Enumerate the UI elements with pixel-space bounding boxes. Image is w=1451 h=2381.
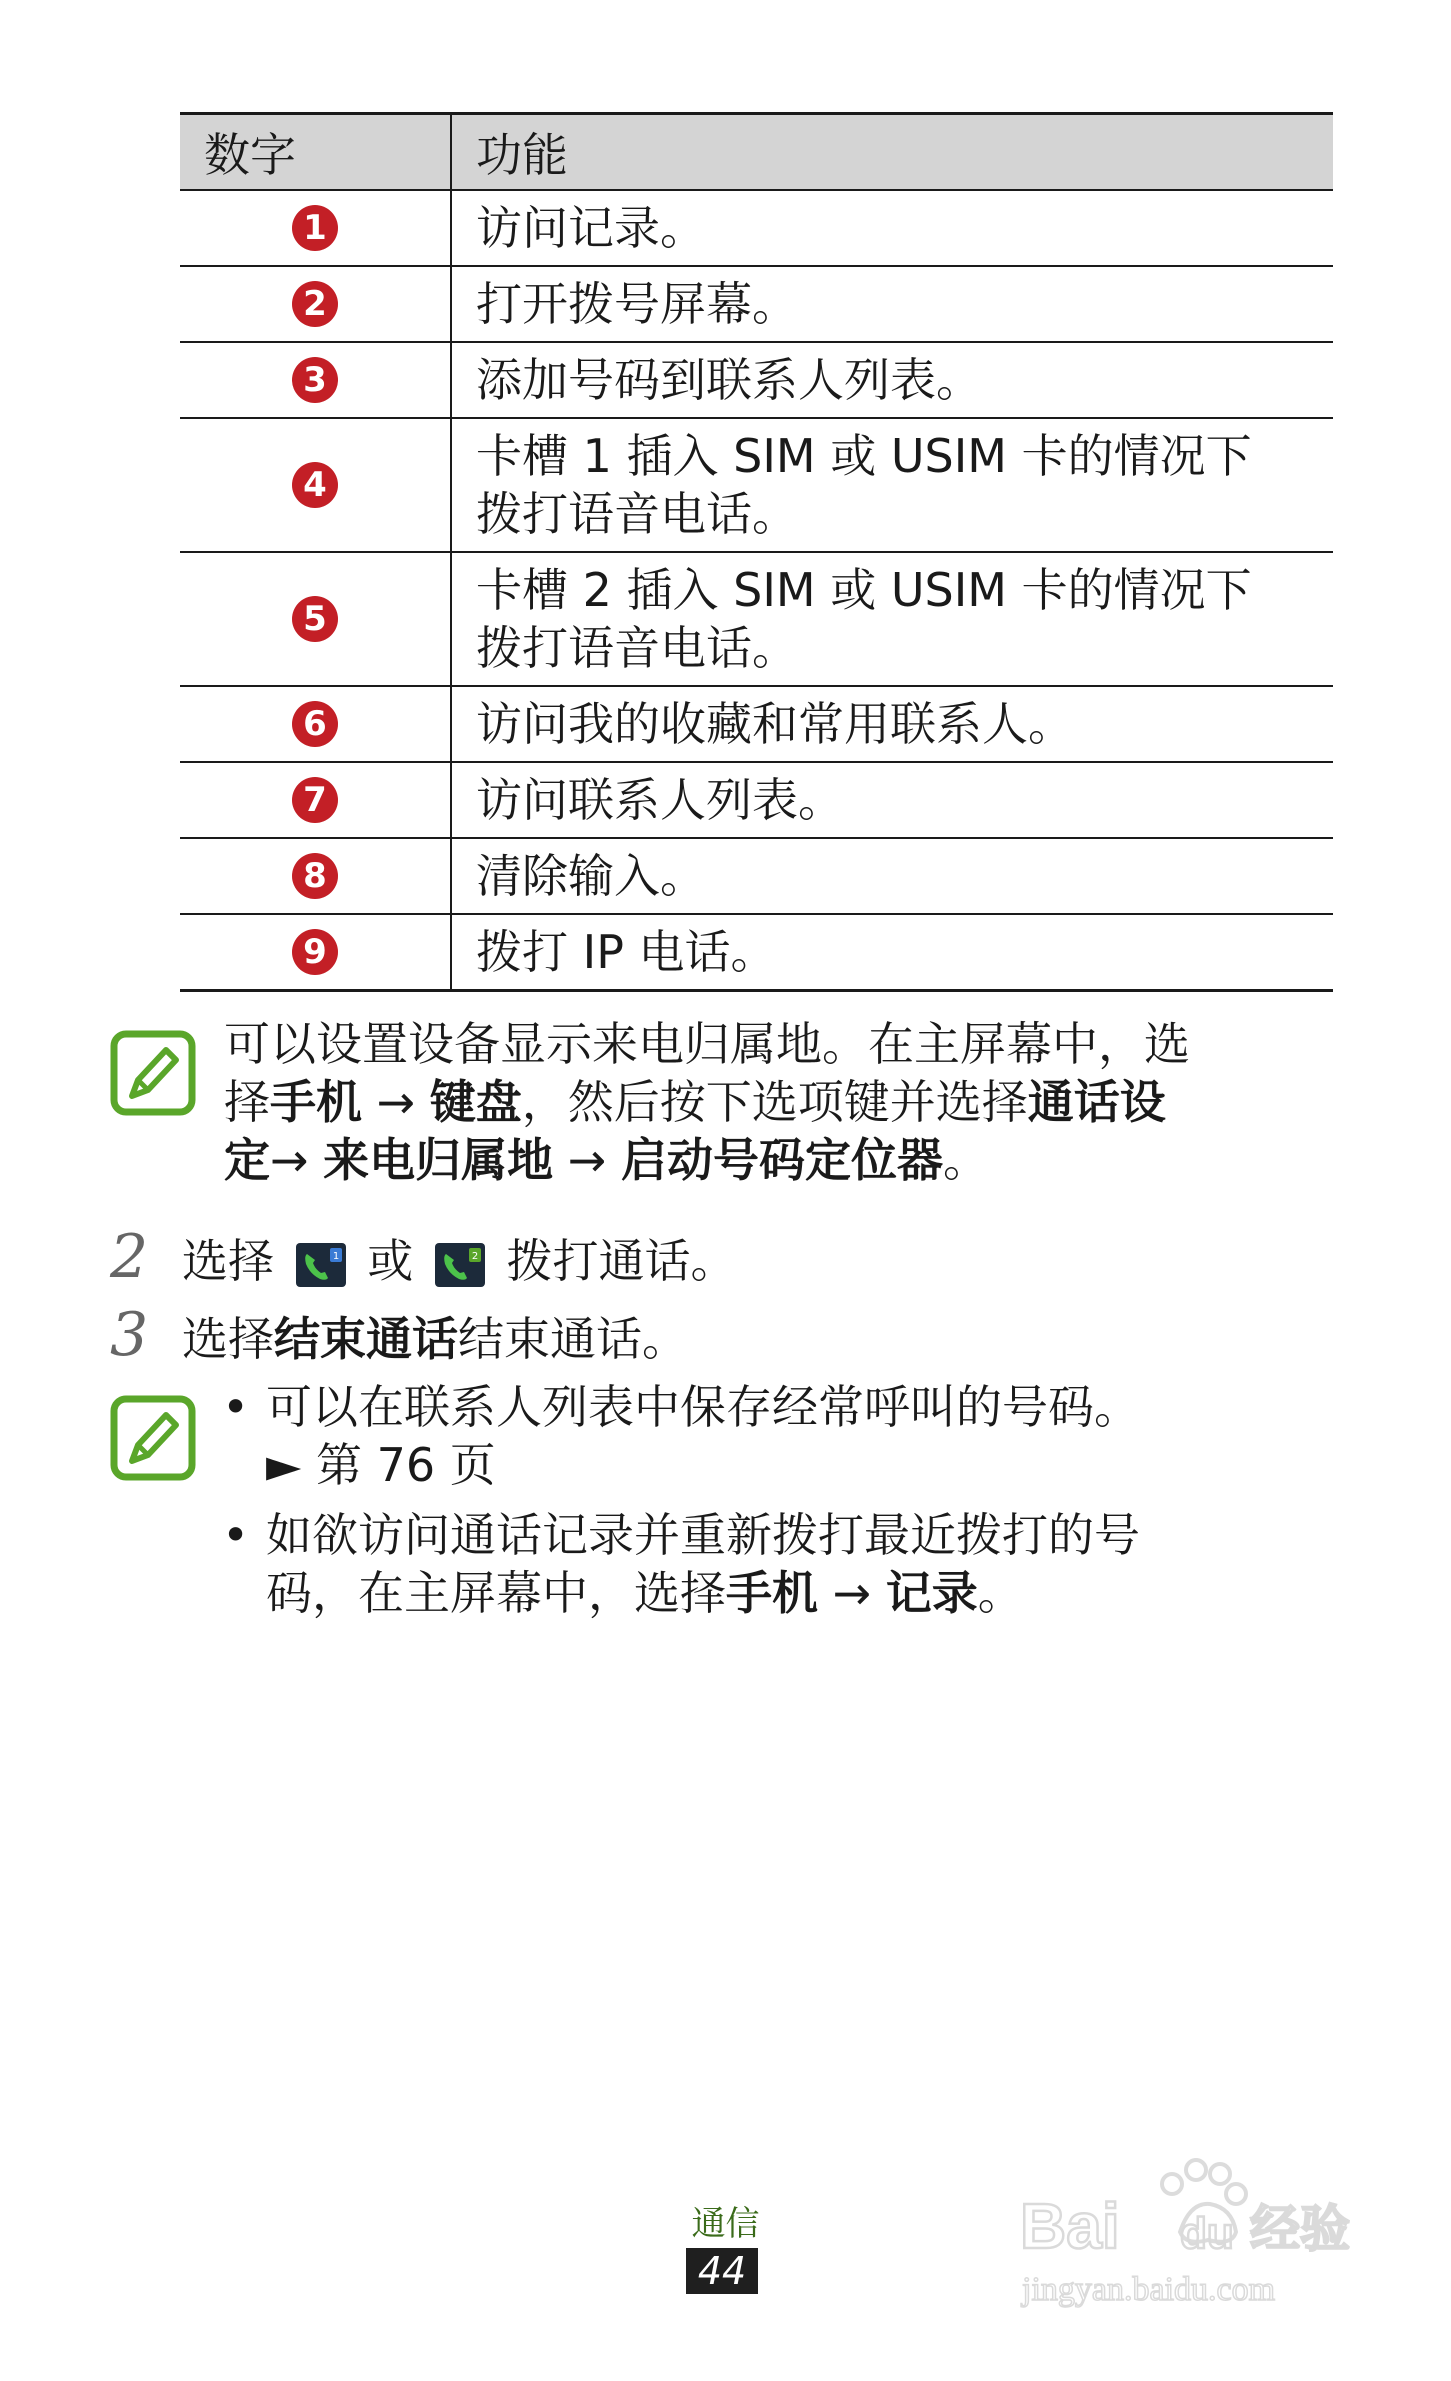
arrow: → (818, 1566, 886, 1620)
bullet-text-part: 。 (977, 1566, 1024, 1620)
step-text: 选择 (182, 1234, 274, 1288)
menu-caller-location: 来电归属地 (323, 1133, 554, 1187)
note-bullets (222, 1378, 1322, 1634)
note-text: 择 (224, 1075, 270, 1129)
function-text (451, 418, 1333, 552)
bullet-dot: • (222, 1508, 250, 1562)
function-text: 打开拨号屏幕。 (451, 266, 1333, 342)
note-pencil-icon (110, 1030, 196, 1116)
menu-call-settings-end: 定 (224, 1133, 270, 1187)
number-badge: 2 (292, 281, 338, 327)
arrow: → (362, 1075, 430, 1129)
step-text: 选择 (182, 1312, 274, 1366)
function-text (451, 552, 1333, 686)
function-text-line: 拨打语音电话。 (476, 621, 798, 675)
footer-section-title: 通信 (691, 2204, 760, 2244)
note-pencil-icon (110, 1395, 196, 1481)
function-text-line: 拨打语音电话。 (476, 487, 798, 541)
step-text: 结束通话。 (458, 1312, 688, 1366)
svg-text:du: du (1180, 2209, 1234, 2258)
bullet-text: 如欲访问通话记录并重新拨打最近拨打的号 (266, 1508, 1140, 1562)
function-text-line: 卡槽 1 插入 SIM 或 USIM 卡的情况下 (476, 429, 1252, 483)
number-badge: 6 (292, 701, 338, 747)
svg-text:2: 2 (471, 1250, 479, 1262)
header-number: 数字 (180, 114, 451, 191)
bullet-dot: • (222, 1380, 250, 1434)
svg-text:Bai: Bai (1020, 2190, 1120, 2262)
arrow: → (270, 1133, 324, 1187)
function-text: 拨打 IP 电话。 (451, 914, 1333, 991)
arrow: → (553, 1133, 621, 1187)
note-text: 。 (942, 1133, 989, 1187)
function-text: 添加号码到联系人列表。 (451, 342, 1333, 418)
svg-text:jingyan.baidu.com: jingyan.baidu.com (1022, 2271, 1276, 2308)
table-row (180, 190, 1333, 266)
menu-phone: 手机 (726, 1566, 818, 1620)
function-text: 访问联系人列表。 (451, 762, 1333, 838)
menu-keypad: 键盘 (429, 1075, 522, 1129)
table-row (180, 342, 1333, 418)
note-text: 可以设置设备显示来电归属地。在主屏幕中，选 (224, 1017, 1190, 1071)
number-badge: 1 (292, 205, 338, 251)
table-header-row (180, 114, 1333, 191)
bullet-text: 可以在联系人列表中保存经常呼叫的号码。 (266, 1380, 1140, 1434)
step-3 (110, 1300, 688, 1370)
number-badge: 3 (292, 357, 338, 403)
call-sim1-icon (295, 1242, 347, 1288)
function-text: 访问记录。 (451, 190, 1333, 266)
table-row (180, 762, 1333, 838)
note-caller-location (224, 1015, 1324, 1189)
bullet-text-part: 码，在主屏幕中，选择 (266, 1566, 726, 1620)
number-badge: 7 (292, 777, 338, 823)
function-text: 清除输入。 (451, 838, 1333, 914)
menu-phone: 手机 (270, 1075, 362, 1129)
page-number: 44 (686, 2248, 758, 2294)
number-badge: 4 (292, 462, 338, 508)
table-row (180, 686, 1333, 762)
step-number: 3 (110, 1300, 149, 1370)
menu-end-call: 结束通话 (274, 1312, 458, 1366)
step-text: 或 (367, 1234, 414, 1288)
table-row (180, 418, 1333, 552)
step-number: 2 (110, 1222, 149, 1292)
page-reference: ► 第 76 页 (266, 1438, 496, 1492)
function-table (180, 112, 1333, 992)
number-badge: 9 (292, 929, 338, 975)
function-text: 访问我的收藏和常用联系人。 (451, 686, 1333, 762)
header-function: 功能 (451, 114, 1333, 191)
function-text-line: 卡槽 2 插入 SIM 或 USIM 卡的情况下 (476, 563, 1252, 617)
list-item (222, 1506, 1322, 1622)
number-badge: 5 (292, 596, 338, 642)
list-item (222, 1378, 1322, 1494)
svg-text:1: 1 (332, 1250, 339, 1262)
step-text: 拨打通话。 (506, 1234, 737, 1288)
table-row (180, 552, 1333, 686)
menu-call-settings: 通话设 (1027, 1075, 1166, 1129)
function-table-container (180, 112, 1333, 992)
menu-enable-locator: 启动号码定位器 (620, 1133, 943, 1187)
svg-text:经验: 经验 (1250, 2200, 1350, 2258)
call-sim2-icon (434, 1242, 486, 1288)
note-text: ，然后按下选项键并选择 (521, 1075, 1028, 1129)
table-row (180, 914, 1333, 991)
step-2 (110, 1222, 737, 1292)
bullet-text (266, 1564, 1322, 1622)
table-row (180, 838, 1333, 914)
number-badge: 8 (292, 853, 338, 899)
table-row (180, 266, 1333, 342)
menu-logs: 记录 (885, 1566, 978, 1620)
baidu-watermark-logo (1010, 2140, 1370, 2320)
